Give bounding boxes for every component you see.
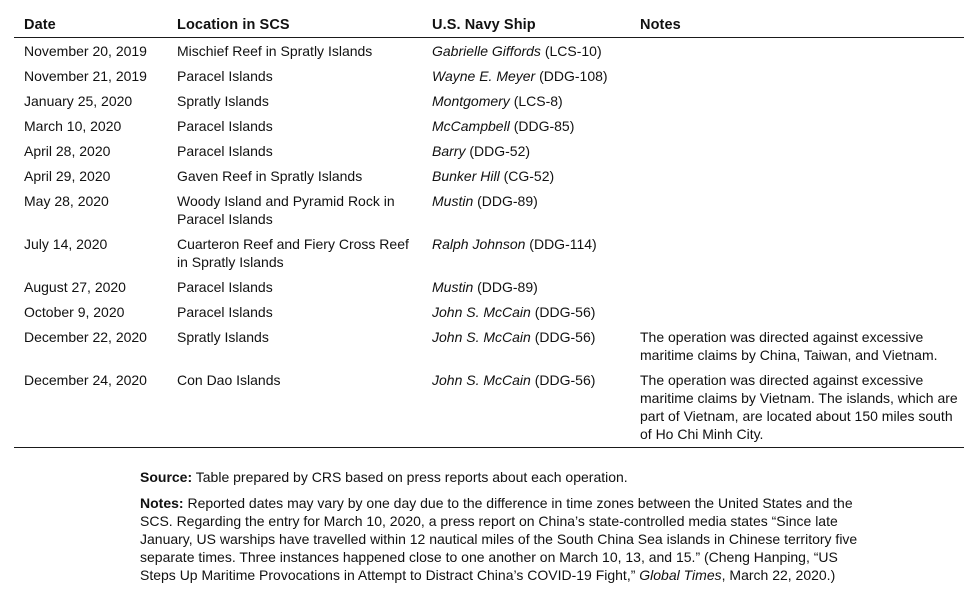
cell-notes (630, 163, 964, 188)
cell-date: October 9, 2020 (24, 303, 125, 320)
cell-location: Cuarteron Reef and Fiery Cross Reef in Spratly Islands (177, 235, 409, 270)
cell-ship (422, 274, 630, 299)
ship-name: Ralph Johnson (432, 235, 526, 252)
cell-ship (422, 324, 630, 367)
cell-location: Spratly Islands (177, 328, 269, 345)
table-row (14, 231, 964, 274)
cell-ship (422, 38, 630, 64)
cell-date: December 24, 2020 (14, 367, 167, 447)
table-footnotes (140, 468, 872, 592)
cell-location: Spratly Islands (177, 92, 269, 109)
cell-ship (422, 138, 630, 163)
cell-ship (422, 63, 630, 88)
ship-name: Bunker Hill (432, 167, 500, 184)
cell-ship (422, 88, 630, 113)
header-notes: Notes (630, 12, 964, 38)
ship-name: Mustin (432, 192, 474, 209)
cell-ship (422, 113, 630, 138)
table-row (14, 63, 964, 88)
cell-notes (630, 113, 964, 138)
cell-notes (630, 38, 964, 64)
table-row (14, 188, 964, 231)
cell-date: August 27, 2020 (24, 278, 126, 295)
cell-location: Paracel Islands (177, 303, 273, 320)
cell-location: Paracel Islands (177, 142, 273, 159)
cell-date: November 20, 2019 (24, 42, 147, 59)
header-date: Date (14, 12, 167, 38)
source-label: Source: (140, 469, 193, 485)
notes-publication: Global Times (639, 567, 722, 583)
cell-date: November 21, 2019 (24, 67, 147, 84)
ship-name: John S. McCain (432, 328, 531, 345)
table-row (14, 38, 964, 64)
header-ship: U.S. Navy Ship (422, 12, 630, 38)
notes-paragraph (140, 494, 872, 584)
ship-hull-code: (DDG-114) (525, 235, 597, 252)
cell-ship (422, 367, 630, 447)
ship-hull-code: (LCS-8) (509, 92, 563, 109)
cell-ship (422, 231, 630, 274)
cell-location: Gaven Reef in Spratly Islands (177, 167, 363, 184)
table-row (14, 274, 964, 299)
ship-hull-code: (CG-52) (499, 167, 555, 184)
cell-notes (630, 63, 964, 88)
ship-name: Gabrielle Giffords (432, 42, 541, 59)
cell-notes (630, 299, 964, 324)
cell-location: Paracel Islands (177, 117, 273, 134)
ship-name: McCampbell (432, 117, 510, 134)
table-row (14, 88, 964, 113)
cell-ship (422, 299, 630, 324)
cell-location: Woody Island and Pyramid Rock in Paracel Islands (177, 192, 395, 227)
notes-text: Reported dates may vary by one day due to the difference in time zones between the United States and the SCS. Regarding the entry for March 10, 2020, a press report on China’s state-controlled media states “Since late January, US warships have travelled within 12 nautical miles of the South China Sea islands in Chinese territory five separate times. Three instances happened close to one another on March 10, 13, and 15.” (Cheng Hanping, “US Steps Up Maritime Provocations in Attempt to Distract China’s COVID-19 Fight,” (140, 495, 858, 583)
cell-date: March 10, 2020 (24, 117, 122, 134)
header-location: Location in SCS (167, 12, 422, 38)
table-row (14, 113, 964, 138)
table-body (14, 38, 964, 448)
cell-date: December 22, 2020 (24, 328, 147, 345)
ship-name: John S. McCain (432, 303, 531, 320)
table-row (14, 299, 964, 324)
ship-name: Wayne E. Meyer (432, 67, 536, 84)
ship-name: Montgomery (432, 92, 510, 109)
cell-date: May 28, 2020 (24, 192, 109, 209)
ship-hull-code: (DDG-108) (535, 67, 608, 84)
notes-end: , March 22, 2020.) (721, 567, 836, 583)
ship-hull-code: (DDG-85) (509, 117, 575, 134)
cell-date: July 14, 2020 (24, 235, 108, 252)
cell-location: Paracel Islands (177, 67, 273, 84)
cell-location: Con Dao Islands (167, 367, 422, 447)
table-row (14, 367, 964, 447)
cell-location: Mischief Reef in Spratly Islands (177, 42, 373, 59)
source-note (140, 468, 872, 486)
cell-ship (422, 163, 630, 188)
notes-label: Notes: (140, 495, 184, 511)
cell-notes (630, 88, 964, 113)
cell-ship (422, 188, 630, 231)
cell-notes: The operation was directed against excessive maritime claims by Vietnam. The islands, which are part of Vietnam, are located about 150 miles south of Ho Chi Minh City. (630, 367, 964, 447)
ship-name: Mustin (432, 278, 474, 295)
cell-location: Paracel Islands (177, 278, 273, 295)
table-header (14, 12, 964, 38)
ship-hull-code: (DDG-52) (465, 142, 531, 159)
ship-hull-code: (LCS-10) (540, 42, 602, 59)
cell-date: April 29, 2020 (24, 167, 111, 184)
table-row (14, 324, 964, 367)
ship-hull-code: (DDG-56) (530, 371, 596, 388)
cell-notes (630, 274, 964, 299)
cell-notes (630, 231, 964, 274)
cell-notes (630, 188, 964, 231)
cell-notes: The operation was directed against excessive maritime claims by China, Taiwan, and Vietnam. (640, 328, 938, 363)
cell-date: April 28, 2020 (24, 142, 111, 159)
source-text: Table prepared by CRS based on press reports about each operation. (192, 469, 628, 485)
cell-notes (630, 138, 964, 163)
ship-hull-code: (DDG-89) (473, 278, 538, 295)
fonop-table (14, 12, 964, 448)
table-row (14, 138, 964, 163)
ship-hull-code: (DDG-56) (530, 303, 596, 320)
table-row (14, 163, 964, 188)
ship-hull-code: (DDG-56) (530, 328, 596, 345)
ship-name: John S. McCain (432, 371, 531, 388)
cell-date: January 25, 2020 (24, 92, 133, 109)
header-row (14, 12, 964, 38)
ship-hull-code: (DDG-89) (473, 192, 538, 209)
ship-name: Barry (432, 142, 466, 159)
